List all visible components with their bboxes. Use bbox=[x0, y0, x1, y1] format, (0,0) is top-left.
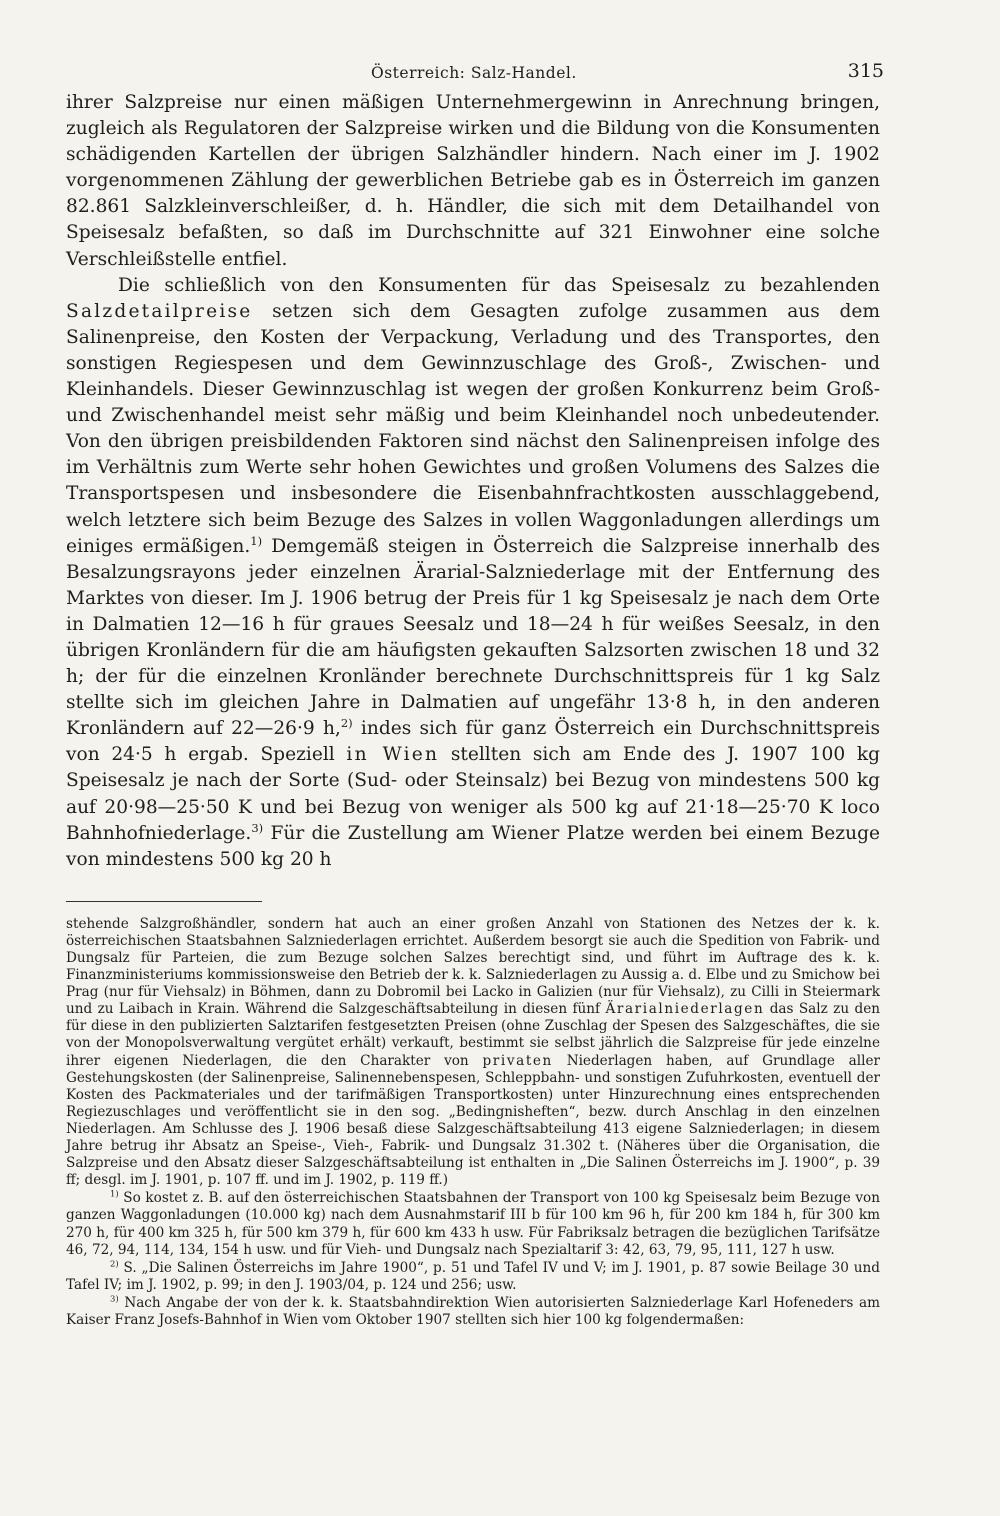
footnote-ref[interactable]: 1) bbox=[250, 533, 263, 548]
footnote-text: Nach Angabe der von der k. k. Staatsbahndirektion Wien autorisierten Salzniederlage Karl Hofeneders am Kaiser Franz Josefs-Bahnhof in Wien vom Oktober 1907 stellten sich hier 100 kg folgendermaßen: bbox=[66, 1294, 880, 1328]
text-segment: setzen sich dem Gesagten zufolge zusammen aus dem Salinenpreise, den Kosten der Verpackung, Verladung und des Transportes, den sonstigen Regiespesen und dem Gewinnzuschlage des Groß-, Zwischen- und Kleinhandels. Dieser Gewinnzuschlag ist wegen der großen Konkurrenz beim Groß- und Zwischenhandel meist sehr mäßig und beim Kleinhandel noch unbedeutender. Von den übrigen preisbildenden Faktoren sind nächst den Salinenpreisen infolge des im Verhältnis zum Werte sehr hohen Gewichtes und großen Volumens des Salzes die Transportspesen und insbesondere die Eisenbahnfrachtkosten ausschlaggebend, welch letztere sich beim Bezuge des Salzes in vollen Waggonladungen allerdings um einiges ermäßigen. bbox=[66, 300, 880, 557]
footnotes bbox=[66, 916, 880, 1329]
text-segment: Für die Zustellung am Wiener Platze werden bei einem Bezuge von mindestens 500 kg 20 h bbox=[66, 822, 880, 870]
text-segment: Die schließlich von den Konsumenten für das Speisesalz zu bezahlenden bbox=[118, 274, 880, 296]
footnote-marker: 1) bbox=[110, 1188, 119, 1199]
footnote-1 bbox=[66, 1190, 880, 1258]
emphasized-term: Salzdetailpreise bbox=[66, 300, 253, 322]
page-number: 315 bbox=[847, 60, 884, 82]
footnote-continuation bbox=[66, 916, 880, 1190]
main-text bbox=[66, 90, 880, 873]
text-segment: stellten sich am Ende des J. 1907 100 kg Speisesalz je nach der Sorte (Sud- oder Steinsalz) bei Bezug von mindestens 500 kg auf 20·98—25·50 K und bei Bezug von weniger als 500 kg auf 21·18—25·70 K loco Bahnhofniederlage. bbox=[66, 744, 880, 844]
text-segment: Niederlagen haben, auf Grundlage aller Gestehungskosten (der Salinenpreise, Salinennebenspesen, Schleppbahn- und sonstigen Zufuhrkosten, eventuell der Kosten des Packmateriales und der tarifmäßigen Transportkosten) unter Hinzurechnung eines entsprechenden Regiezuschlages und veröffentlicht sie in den sog. „Bedingnisheften“, bezw. durch Anschlag in den einzelnen Niederlagen. Am Schlusse des J. 1906 besaß diese Salzgeschäftsabteilung 413 eigene Salzniederlagen; in diesem Jahre betrug ihr Absatz an Speise-, Vieh-, Fabrik- und Dungsalz 31.302 t. (Näheres über die Organisation, die Salzpreise und den Absatz dieser Salzgeschäftsabteilung ist enthalten in „Die Salinen Österreichs im J. 1900“, p. 39 ff; desgl. im J. 1901, p. 107 ff. und im J. 1902, p. 119 ff.) bbox=[66, 1052, 881, 1189]
footnote-text: S. „Die Salinen Österreichs im Jahre 1900“, p. 51 und Tafel IV und V; im J. 1901, p. 87 sowie Beilage 30 und Tafel IV; im J. 1902, p. 99; in den J. 1903/04, p. 124 und 256; usw. bbox=[66, 1259, 880, 1293]
footnote-marker: 3) bbox=[110, 1293, 119, 1304]
emphasized-term: privaten bbox=[482, 1052, 553, 1069]
emphasized-term: in Wien bbox=[346, 744, 440, 766]
footnote-2 bbox=[66, 1260, 880, 1294]
running-head: Österreich: Salz-Handel. bbox=[371, 64, 577, 82]
paragraph-retail-prices bbox=[66, 273, 880, 873]
text-segment: Demgemäß steigen in Österreich die Salzpreise innerhalb des Besalzungsrayons jeder einzelnen Ärarial-Salzniederlage mit der Entfernung des Marktes von dieser. Im J. 1906 betrug der Preis für 1 kg Speisesalz je nach dem Orte in Dalmatien 12—16 h für graues Seesalz und 18—24 h für weißes Seesalz, in den übrigen Kronländern für die am häufigsten gekauften Salzsorten zwischen 18 und 32 h; der für die einzelnen Kronländer berechnete Durchschnittspreis für 1 kg Salz stellte sich im gleichen Jahre in Dalmatien auf ungefähr 13·8 h, in den anderen Kronländern auf 22—26·9 h, bbox=[66, 535, 880, 740]
footnote-ref[interactable]: 3) bbox=[251, 820, 264, 835]
text-segment: stehende Salzgroßhändler, sondern hat auch an einer großen Anzahl von Stationen des Netzes der k. k. österreichischen Staatsbahnen Salzniederlagen errichtet. Außerdem besorgt sie auch die Spedition von Fabrik- und Dungsalz für Parteien, die zum Bezuge solchen Salzes berechtigt sind, und führt im Auftrage des k. k. Finanzministeriums kommissionsweise den Betrieb der k. k. Salzniederlagen zu Aussig a. d. Elbe und zu Smichow bei Prag (nur für Viehsalz) in Böhmen, dann zu Dobromil bei Lacko in Galizien (nur für Viehsalz), zu Cilli in Steiermark und zu Laibach in Krain. Während die Salzgeschäftsabteilung in diesen fünf bbox=[66, 915, 880, 1018]
footnote-text: So kostet z. B. auf den österreichischen Staatsbahnen der Transport von 100 kg Speisesalz beim Bezuge von ganzen Waggonladungen (10.000 kg) nach dem Ausnahmstarif III b für 100 km 96 h, für 200 km 184 h, für 300 km 270 h, für 400 km 325 h, für 500 km 379 h, für 600 km 433 h usw. Für Fabriksalz betragen die bezüglichen Tarifsätze 46, 72, 94, 114, 134, 154 h usw. und für Vieh- und Dungsalz nach Spezialtarif 3: 42, 63, 79, 95, 111, 127 h usw. bbox=[66, 1190, 880, 1258]
footnote-ref[interactable]: 2) bbox=[340, 716, 353, 731]
book-page bbox=[66, 60, 884, 1329]
footnote-divider bbox=[66, 901, 262, 902]
text-segment: das Salz zu den für diese in den publizierten Salztarifen festgesetzten Preisen (ohne Zuschlag der Spesen des Salzgeschäftes, die sie von der Monopolsverwaltung vergütet erhält) verkauft, bestimmt sie selbst jährlich die Salzpreise für jede einzelne ihrer eigenen Niederlagen, die den Charakter von bbox=[66, 1001, 880, 1069]
footnote-marker: 2) bbox=[110, 1258, 119, 1269]
page-header bbox=[66, 60, 884, 88]
paragraph-salt-retailers: ihrer Salzpreise nur einen mäßigen Unternehmergewinn in Anrechnung bringen, zugleich als Regulatoren der Salzpreise wirken und die Bildung von die Konsumenten schädigenden Kartellen der übrigen Salzhändler hindern. Nach einer im J. 1902 vorgenommenen Zählung der gewerblichen Betriebe gab es in Österreich im ganzen 82.861 Salzkleinverschleißer, d. h. Händler, die sich mit dem Detailhandel von Speisesalz befaßten, so daß im Durchschnitte auf 321 Einwohner eine solche Verschleißstelle entfiel. bbox=[66, 92, 880, 270]
emphasized-term: Ärarialniederlagen bbox=[605, 1001, 765, 1018]
text-segment: indes sich für ganz Österreich ein Durchschnittspreis von 24·5 h ergab. Speziell bbox=[66, 718, 880, 766]
footnote-3 bbox=[66, 1295, 880, 1329]
